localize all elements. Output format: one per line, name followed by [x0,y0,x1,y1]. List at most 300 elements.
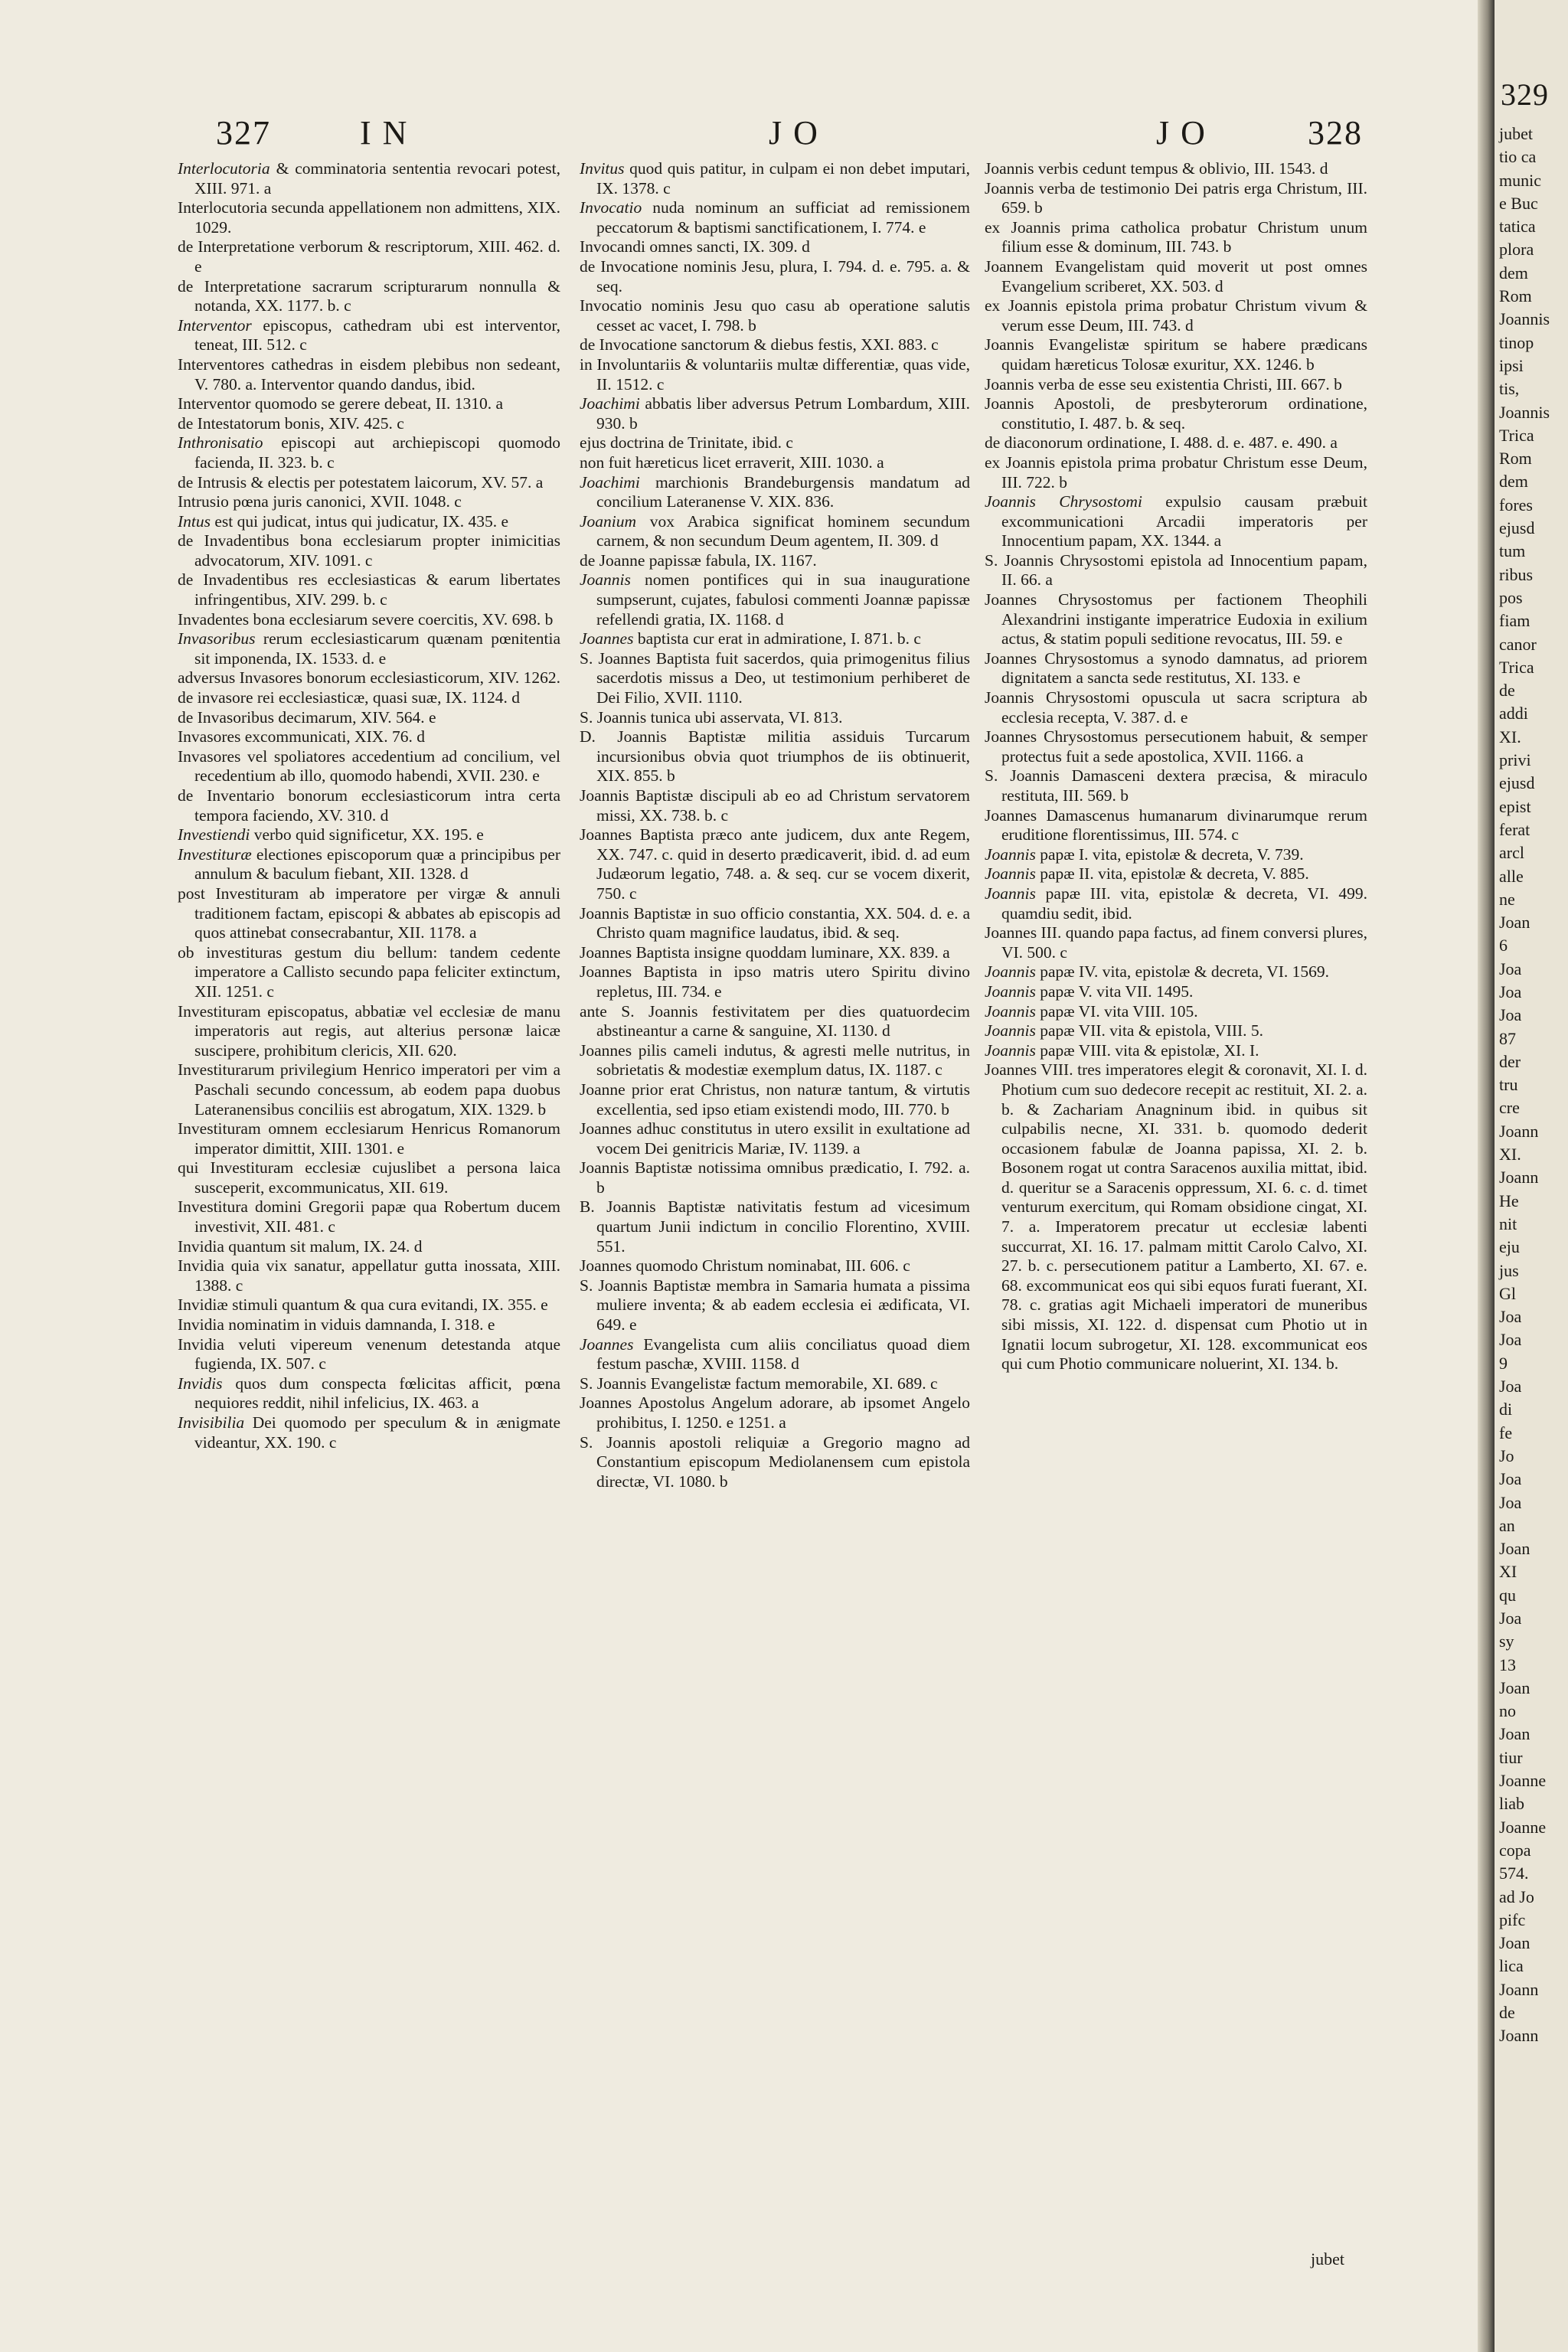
entry-text: Joannes Baptista præco ante judicem, dux ante Regem, XX. 747. c. quid in deserto prædicaverit, ibid. d. ad eum Judæorum legatio, 748. a. & seq. cur se vocem dixerit, 750. c [580,825,970,903]
entry-text: Joanne prior erat Christus, non naturæ tantum, & virtutis excellentia, sed ipso etiam existendi modo, III. 770. b [580,1080,970,1119]
page-number-right: 328 [1308,114,1363,152]
entry-text: Joannes pilis cameli indutus, & agresti melle nutritus, in sobrietatis & modestiæ exemplum datus, IX. 1187. c [580,1040,970,1080]
index-entry [178,237,560,276]
entry-text: verbo quid significetur, XX. 195. e [253,825,484,844]
entry-text: de Interpretatione verborum & rescriptorum, XIII. 462. d. e [178,237,560,276]
index-entry [178,1374,560,1413]
next-page-fragment: Trica [1499,657,1534,677]
index-entry [580,473,970,512]
index-entry [178,1295,560,1315]
index-entry [580,1374,970,1394]
next-page-fragment: Joa [1499,1492,1522,1512]
index-entry [985,492,1367,551]
index-entry [178,1237,560,1257]
page-number-left: 327 [216,114,271,152]
entry-text: de Intestatorum bonis, XIV. 425. c [178,413,404,433]
entry-text: papæ VIII. vita & epistolæ, XI. I. [1040,1040,1259,1060]
index-entry [580,453,970,473]
next-page-fragment: tum [1499,541,1526,561]
next-page-fragment: sy [1499,1632,1514,1651]
entry-text: Invidia quia vix sanatur, appellatur gutta inossata, XIII. 1388. c [178,1256,560,1295]
next-page-fragment: eju [1499,1237,1520,1257]
next-page-fragment: ejusd [1499,773,1535,793]
entry-text: Invocandi omnes sancti, IX. 309. d [580,237,810,256]
index-entry [178,747,560,786]
next-page-fragment: ejusd [1499,518,1535,538]
next-page-fragment: Joann [1499,1168,1539,1187]
entry-text: papæ V. vita VII. 1495. [1040,982,1194,1001]
index-entry [580,1335,970,1374]
entry-text: de Inventario bonorum ecclesiasticorum intra certa tempora faciendo, XV. 310. d [178,786,560,825]
index-entry [580,649,970,708]
entry-headword: Investiendi [178,825,250,844]
entry-text: papæ VII. vita & epistola, VIII. 5. [1040,1021,1264,1040]
index-entry [178,727,560,747]
entry-text: S. Joannes Baptista fuit sacerdos, quia primogenitus filius sacerdotis missus a Deo, ut testimonium perhiberet de Dei Filio, XVII. 1110. [580,648,970,707]
index-entry [580,1080,970,1119]
index-entry [178,159,560,198]
entry-text: vox Arabica significat hominem secundum carnem, & non secundum Deum agentem, II. 309. d [596,511,971,550]
entry-headword: Invitus [580,159,625,178]
index-entry [178,708,560,728]
index-entry [580,1158,970,1197]
next-page-fragment: tiur [1499,1747,1523,1767]
entry-text: Invidia quantum sit malum, IX. 24. d [178,1236,423,1256]
entry-text: ex Joannis epistola prima probatur Christum vivum & verum esse Deum, III. 743. d [985,296,1367,335]
index-entry [178,688,560,708]
next-page-edge [1494,0,1568,2352]
entry-text: adversus Invasores bonorum ecclesiasticorum, XIV. 1262. [178,668,560,688]
entry-text: post Investituram ab imperatore per virgæ & annuli traditionem factam, episcopi & abbates ab episcopis ad quos attinebat consecrabantur, XII. 1178. a [178,884,560,942]
index-entry [580,355,970,394]
entry-text: Joannes Chrysostomus per factionem Theophili Alexandrini instigante imperatrice Eudoxia in exilium actus, & statim populi seditione revocatus, III. 59. e [985,590,1367,648]
entry-headword: Joannis [985,1021,1036,1040]
next-page-fragment: 87 [1499,1028,1516,1048]
next-page-fragment: der [1499,1051,1521,1071]
next-page-fragment: Joan [1499,913,1530,933]
entry-text: Invocatio nominis Jesu quo casu ab operatione salutis cesset ac vacet, I. 798. b [580,296,970,335]
next-page-fragment: Joanne [1499,1817,1547,1837]
running-head-right: J O [1156,114,1207,152]
entry-text: Invidiæ stimuli quantum & qua cura evitandi, IX. 355. e [178,1295,548,1315]
entry-text: Interventor quomodo se gerere debeat, II. 1310. a [178,394,504,413]
entry-text: baptista cur erat in admiratione, I. 871. b. c [637,629,921,648]
index-entry [580,237,970,257]
index-entry [178,1197,560,1236]
entry-text: B. Joannis Baptistæ nativitatis festum ad vicesimum quartum Junii indictum in concilio Florentino, XVIII. 551. [580,1197,970,1256]
entry-headword: Intus [178,511,211,531]
index-entry [580,904,970,943]
next-page-fragment: tio ca [1499,147,1537,167]
entry-headword: Joannis [580,570,631,590]
next-page-fragment: tis, [1499,379,1520,399]
index-entry [178,1256,560,1295]
next-page-fragment: dem [1499,472,1528,492]
entry-text: papæ III. vita, epistolæ & decreta, VI. 499. quamdiu sedit, ibid. [1001,884,1367,923]
index-entry [985,394,1367,433]
index-entry [985,962,1367,982]
next-page-fragment: 574. [1499,1864,1529,1883]
entry-text: in Involuntariis & voluntariis multæ differentiæ, quas vide, II. 1512. c [580,354,970,394]
index-entry [580,1119,970,1158]
next-page-fragment: Joan [1499,1677,1530,1697]
entry-text: de Intrusis & electis per potestatem laicorum, XV. 57. a [178,472,544,492]
index-entry [580,512,970,551]
index-entry [580,159,970,198]
index-entry [580,257,970,296]
next-page-fragment: tatica [1499,217,1536,237]
entry-text: S. Joannis Baptistæ membra in Samaria humata a pissima muliere inventa; & ab eadem ecclesia ei ædificata, VI. 649. e [580,1276,970,1334]
next-page-fragment: addi [1499,704,1528,724]
index-entry [580,198,970,237]
index-entry [580,335,970,355]
index-entry [985,335,1367,374]
index-column-2 [580,159,970,1491]
entry-text: Joannes Baptista insigne quoddam luminare, XX. 839. a [580,942,950,962]
entry-text: Investiturarum privilegium Henrico imperatori per vim a Paschali secundo concessum, ab eodem papa duobus Lateranensibus conciliis est abrogatum, XIX. 1329. b [178,1060,560,1119]
next-page-fragment: dem [1499,263,1528,283]
next-page-fragment: ferat [1499,819,1530,839]
entry-text: Joannis Baptistæ notissima omnibus prædicatio, I. 792. a. b [580,1158,970,1197]
catchword: jubet [1311,2249,1344,2269]
index-column-3 [985,159,1367,1374]
index-entry [580,962,970,1001]
next-page-fragment: pifc [1499,1909,1526,1929]
index-entry [985,864,1367,884]
index-entry [580,943,970,963]
next-page-fragment: e Buc [1499,193,1538,213]
next-page-fragment: Joann [1499,1979,1539,1999]
entry-text: quos dum conspecta fœlicitas afficit, pœna nequiores reddit, nihil infelicius, IX. 463. a [194,1374,561,1413]
entry-headword: Invasoribus [178,629,256,648]
index-entry [985,806,1367,845]
next-page-fragment: Joa [1499,959,1522,978]
book-gutter [1478,0,1494,2352]
index-entry [178,394,560,414]
next-page-fragment: Jo [1499,1446,1514,1465]
index-entry [985,845,1367,865]
next-page-fragment: Joa [1499,1330,1522,1350]
next-page-fragment: Joa [1499,1307,1522,1327]
next-page-fragment: canor [1499,634,1537,654]
index-entry [580,825,970,903]
index-entry [178,845,560,884]
index-entry [985,1021,1367,1041]
entry-text: papæ II. vita, epistolæ & decreta, V. 885. [1040,864,1309,884]
next-page-fragment: no [1499,1701,1516,1721]
next-page-fragment: Joa [1499,1377,1522,1396]
next-page-fragment: lica [1499,1956,1524,1976]
next-page-fragment: 6 [1499,936,1508,956]
entry-text: ob investituras gestum diu bellum: tandem cedente imperatore a Callisto secundo papa feliciter extinctum, XII. 1251. c [178,942,560,1001]
entry-text: papæ IV. vita, epistolæ & decreta, VI. 1569. [1040,962,1330,982]
entry-text: de diaconorum ordinatione, I. 488. d. e. 487. e. 490. a [985,433,1338,452]
entry-text: rerum ecclesiasticarum quænam pœnitentia sit imponenda, IX. 1533. d. e [194,629,561,668]
entry-text: expulsio causam præbuit excommunicationi Arcadii imperatoris per Innocentium papam, XX. 1344. a [1001,492,1367,550]
entry-text: papæ I. vita, epistolæ & decreta, V. 739. [1040,844,1304,864]
index-entry [178,277,560,316]
next-page-fragment: alle [1499,866,1524,886]
next-page-fragment: XI. [1499,727,1521,746]
index-entry [178,825,560,845]
next-page-fragment: plora [1499,240,1534,260]
index-entry [985,218,1367,257]
next-page-fragment: nit [1499,1214,1517,1233]
entry-text: Invasores vel spoliatores accedentium ad concilium, vel recedentium ab illo, quomodo habendi, XVII. 230. e [178,746,560,786]
index-entry [178,512,560,532]
entry-text: D. Joannis Baptistæ militia assiduis Turcarum incursionibus obvia quot triumphos de iis obtinuerit, XIX. 855. b [580,727,970,786]
index-entry [178,570,560,609]
entry-text: de Joanne papissæ fabula, IX. 1167. [580,550,817,570]
entry-text: Invasores excommunicati, XIX. 76. d [178,727,426,746]
next-page-fragment: Joanne [1499,1771,1547,1791]
entry-headword: Invidis [178,1374,223,1393]
index-entry [178,531,560,570]
index-entry [178,198,560,237]
entry-text: marchionis Brandeburgensis mandatum ad concilium Lateranense V. XIX. 836. [596,472,970,511]
entry-text: Joannem Evangelistam quid moverit ut post omnes Evangelium scriberet, XX. 503. d [985,256,1367,296]
next-page-fragment: He [1499,1191,1519,1210]
entry-text: Invidia nominatim in viduis damnanda, I. 318. e [178,1315,495,1334]
entry-text: ex Joannis prima catholica probatur Christum unum filium esse & dominum, III. 743. b [985,217,1367,256]
index-entry [178,433,560,472]
next-page-fragment: jus [1499,1260,1519,1280]
entry-headword: Joannis [985,982,1036,1001]
next-page-fragments [1499,122,1568,2048]
next-page-fragment: privi [1499,750,1531,770]
next-page-fragment: di [1499,1400,1513,1419]
entry-headword: Joachimi [580,394,640,413]
next-page-fragment: ribus [1499,564,1533,584]
index-entry [178,1158,560,1197]
next-page-fragment: ne [1499,889,1515,909]
index-entry [985,1002,1367,1022]
next-page-fragment: jubet [1499,124,1533,143]
entry-text: Intrusio pœna juris canonici, XVII. 1048. c [178,492,462,511]
index-entry [985,433,1367,453]
next-page-fragment: fe [1499,1423,1513,1442]
index-entry [580,1433,970,1492]
entry-text: S. Joannis Evangelistæ factum memorabile, XI. 689. c [580,1374,938,1393]
entry-text: Joannis Chrysostomi opuscula ut sacra scriptura ab ecclesia recepta, V. 387. d. e [985,688,1367,727]
next-page-fragment: pos [1499,587,1523,607]
entry-text: abbatis liber adversus Petrum Lombardum, XIII. 930. b [596,394,971,433]
index-entry [985,1041,1367,1061]
index-entry [985,590,1367,649]
index-entry [178,1060,560,1119]
next-page-fragment: Joan [1499,1539,1530,1559]
index-entry [178,668,560,688]
entry-headword: Joannis [985,884,1036,903]
next-page-fragment: Joan [1499,1933,1530,1953]
next-page-fragment: ad Jo [1499,1886,1534,1906]
next-page-fragment: munic [1499,170,1541,190]
entry-text: nomen pontifices qui in sua inauguratione sumpserunt, cujates, fabulosi commenti Joannæ papissæ refellendi gratia, IX. 1168. d [596,570,970,629]
entry-headword: Joannis [985,844,1036,864]
index-entry [985,688,1367,727]
index-entry [985,257,1367,296]
entry-text: de Invadentibus bona ecclesiarum propter inimicitias advocatorum, XIV. 1091. c [178,531,560,570]
next-page-fragment: Joa [1499,1469,1522,1489]
entry-text: Investituram episcopatus, abbatiæ vel ecclesiæ de manu imperatoris aut regis, aut alterius personæ laicæ suscipere, prohibitum clericis, XII. 620. [178,1001,560,1060]
entry-text: Joannes adhuc constitutus in utero exsilit in exultatione ad vocem Dei genitricis Mariæ, IV. 1139. a [580,1119,970,1158]
entry-text: Invadentes bona ecclesiarum severe coercitis, XV. 698. b [178,609,554,629]
index-entry [178,473,560,493]
next-page-fragment: Joa [1499,982,1522,1001]
index-entry [580,1197,970,1256]
next-page-fragment: 9 [1499,1353,1508,1373]
index-entry [580,570,970,629]
index-entry [985,884,1367,923]
entry-text: electiones episcoporum quæ a principibus per annulum & baculum fiebant, XII. 1328. d [194,844,560,884]
entry-headword: Invocatio [580,198,642,217]
index-entry [178,884,560,943]
entry-headword: Interventor [178,315,252,335]
entry-text: ejus doctrina de Trinitate, ibid. c [580,433,793,452]
next-page-fragment: XI. [1499,1145,1521,1165]
next-page-fragment: 13 [1499,1655,1516,1674]
next-page-fragment: Rom [1499,449,1532,469]
entry-text: Interventores cathedras in eisdem plebibus non sedeant, V. 780. a. Interventor quando dandus, ibid. [178,354,560,394]
next-page-fragment: tru [1499,1075,1518,1095]
next-page-fragment: tinop [1499,332,1534,352]
index-entry [178,1119,560,1158]
index-entry [580,1256,970,1276]
entry-text: Joannes Chrysostomus a synodo damnatus, ad priorem dignitatem a sancta sede restitutus, XI. 133. e [985,648,1367,688]
index-entry [985,1060,1367,1374]
entry-text: Joannes Damascenus humanarum divinarumque rerum eruditione florentissimus, III. 574. c [985,805,1367,844]
index-entry [985,375,1367,395]
entry-text: est qui judicat, intus qui judicatur, IX. 435. e [214,511,509,531]
entry-text: de invasore rei ecclesiasticæ, quasi suæ, IX. 1124. d [178,688,521,707]
entry-text: quod quis patitur, in culpam ei non debet imputari, IX. 1378. c [596,159,971,198]
next-page-fragment: de [1499,2003,1515,2023]
entry-text: Invidia veluti vipereum venenum detestanda atque fugienda, IX. 507. c [178,1334,560,1374]
entry-text: S. Joannis Chrysostomi epistola ad Innocentium papam, II. 66. a [985,550,1367,590]
index-entry [985,649,1367,688]
entry-headword: Joannis [985,962,1036,982]
index-entry [178,786,560,825]
running-head-middle: J O [769,114,819,152]
index-entry [985,766,1367,805]
entry-text: Interlocutoria secunda appellationem non admittens, XIX. 1029. [178,198,560,237]
index-entry [580,708,970,728]
index-entry [580,1002,970,1041]
next-page-fragment: cre [1499,1098,1520,1118]
entry-text: non fuit hæreticus licet erraverit, XIII. 1030. a [580,452,884,472]
index-entry [178,316,560,355]
entry-text: Joannis Baptistæ in suo officio constantia, XX. 504. d. e. a Christo quam magnifice laudatus, ibid. & seq. [580,903,970,942]
index-entry [580,1276,970,1335]
entry-text: de Interpretatione sacrarum scripturarum nonnulla & notanda, XX. 1177. b. c [178,276,560,315]
next-page-fragment: fiam [1499,611,1530,631]
entry-text: ex Joannis epistola prima probatur Christum esse Deum, III. 722. b [985,452,1367,492]
entry-headword: Joannes [580,1334,634,1354]
index-entry [580,1393,970,1432]
entry-text: Joannes Chrysostomus persecutionem habuit, & semper protectus fuit a sede apostolica, XVII. 1166. a [985,727,1367,766]
entry-text: Investituram omnem ecclesiarum Henricus Romanorum imperator dimittit, XIII. 1301. e [178,1119,560,1158]
entry-text: Joannis verba de esse seu existentia Christi, III. 667. b [985,374,1342,394]
entry-text: Joannes quomodo Christum nominabat, III. 606. c [580,1256,910,1276]
entry-headword: Joannis Chrysostomi [985,492,1142,511]
running-head-left: I N [360,114,409,152]
next-page-fragment: de [1499,681,1515,701]
entry-headword: Joachimi [580,472,640,492]
entry-text: Joannes VIII. tres imperatores elegit & coronavit, XI. I. d. Photium cum suo dedecore recepit ac restituit, XI. 2. a. b. & Zachariam Anagninum ibid. in quibus sit culpabilis necne, XI. 331. b. quomodo dederit occasionem fabulæ de Joanna papissa, XI. 2. b. Bosonem rogat ut contra Saracenos auxilia mittat, ibid. d. queritur se a Saracenis oppressum, XI. 6. c. d. timet venturum exercitum, qui Romam obsidione cingat, XI. 7. a. Imperatorem precatur ut ecclesiæ labenti succurrat, XI. 16. 17. palmam mittit Carolo Calvo, XI. 27. b. c. persecutionem patitur a Lamberto, XI. 67. e. 68. excommunicat eos qui sibi equos furati fuerant, XI. 78. c. gratias agit Michaeli imperatori de muneribus sibi missis, XI. 122. d. dispensat cum Photio ut in Ignatii locum subrogetur, XI. 128. excommunicat eos qui cum Photio communicare noluerint, XI. 134. b. [985,1060,1367,1374]
entry-text: Dei quomodo per speculum & in ænigmate videantur, XX. 190. c [194,1413,560,1452]
next-page-fragment: liab [1499,1794,1524,1814]
next-page-fragment: copa [1499,1840,1531,1860]
entry-headword: Investituræ [178,844,252,864]
entry-text: Joannis verba de testimonio Dei patris erga Christum, III. 659. b [985,178,1367,217]
next-page-fragment: Joann [1499,1121,1539,1141]
entry-text: de Invocatione sanctorum & diebus festis, XXI. 883. c [580,335,939,354]
entry-text: Joannis Apostoli, de presbyterorum ordinatione, constitutio, I. 487. b. & seq. [985,394,1367,433]
entry-text: Joannes III. quando papa factus, ad finem conversi plures, VI. 500. c [985,923,1367,962]
entry-headword: Joannes [580,629,634,648]
entry-text: Evangelista cum aliis conciliatus quoad diem festum paschæ, XVIII. 1158. d [596,1334,970,1374]
entry-text: de Invocatione nominis Jesu, plura, I. 794. d. e. 795. a. & seq. [580,256,970,296]
next-page-fragment: Joannis [1499,309,1550,329]
entry-text: papæ VI. vita VIII. 105. [1040,1001,1198,1021]
next-page-fragment: Trica [1499,425,1534,445]
index-column-1 [178,159,560,1452]
entry-headword: Joannis [985,864,1036,884]
next-page-fragment: Rom [1499,286,1532,306]
index-entry [580,433,970,453]
entry-text: Investitura domini Gregorii papæ qua Robertum ducem investivit, XII. 481. c [178,1197,560,1236]
index-entry [178,414,560,434]
entry-text: qui Investituram ecclesiæ cujuslibet a persona laica susceperit, excommunicatus, XII. 619. [178,1158,560,1197]
entry-headword: Invisibilia [178,1413,245,1432]
index-entry [985,453,1367,492]
index-entry [580,394,970,433]
index-entry [985,159,1367,179]
next-page-fragment: epist [1499,796,1531,816]
next-page-number: 329 [1501,77,1549,112]
index-entry [178,492,560,512]
entry-headword: Joannis [985,1001,1036,1021]
index-entry [580,551,970,571]
entry-text: Joannis Evangelistæ spiritum se habere prædicans quidam hæreticus Tolosæ exuritur, XX. 1246. b [985,335,1367,374]
entry-text: S. Joannis Damasceni dextera præcisa, & miraculo restituta, III. 569. b [985,766,1367,805]
index-entry [985,551,1367,590]
next-page-fragment: ipsi [1499,355,1524,375]
index-entry [178,355,560,394]
entry-text: Joannes Baptista in ipso matris utero Spiritu divino repletus, III. 734. e [580,962,970,1001]
entry-text: de Invasoribus decimarum, XIV. 564. e [178,707,436,727]
index-entry [985,296,1367,335]
entry-headword: Inthronisatio [178,433,263,452]
entry-text: Joannis Baptistæ discipuli ab eo ad Christum servatorem missi, XX. 738. b. c [580,786,970,825]
index-entry [580,727,970,786]
index-entry [985,923,1367,962]
next-page-fragment: qu [1499,1585,1516,1605]
entry-text: S. Joannis apostoli reliquiæ a Gregorio magno ad Constantium episcopum Mediolanensem cum epistola directæ, VI. 1080. b [580,1432,970,1491]
entry-text: & comminatoria sententia revocari potest, XIII. 971. a [194,159,560,198]
entry-headword: Joannis [985,1040,1036,1060]
next-page-fragment: Joan [1499,1724,1530,1744]
entry-text: S. Joannis tunica ubi asservata, VI. 813. [580,707,843,727]
index-entry [985,982,1367,1002]
next-page-fragment: Gl [1499,1283,1516,1303]
entry-text: ante S. Joannis festivitatem per dies quatuordecim abstineantur a carne & sanguine, XI. 1130. d [580,1001,970,1040]
index-entry [178,629,560,668]
entry-text: nuda nominum an sufficiat ad remissionem peccatorum & baptismi sanctificationem, I. 774. e [596,198,970,237]
entry-text: episcopus, cathedram ubi est interventor, teneat, III. 512. c [194,315,561,354]
index-entry [985,727,1367,766]
index-entry [178,1335,560,1374]
